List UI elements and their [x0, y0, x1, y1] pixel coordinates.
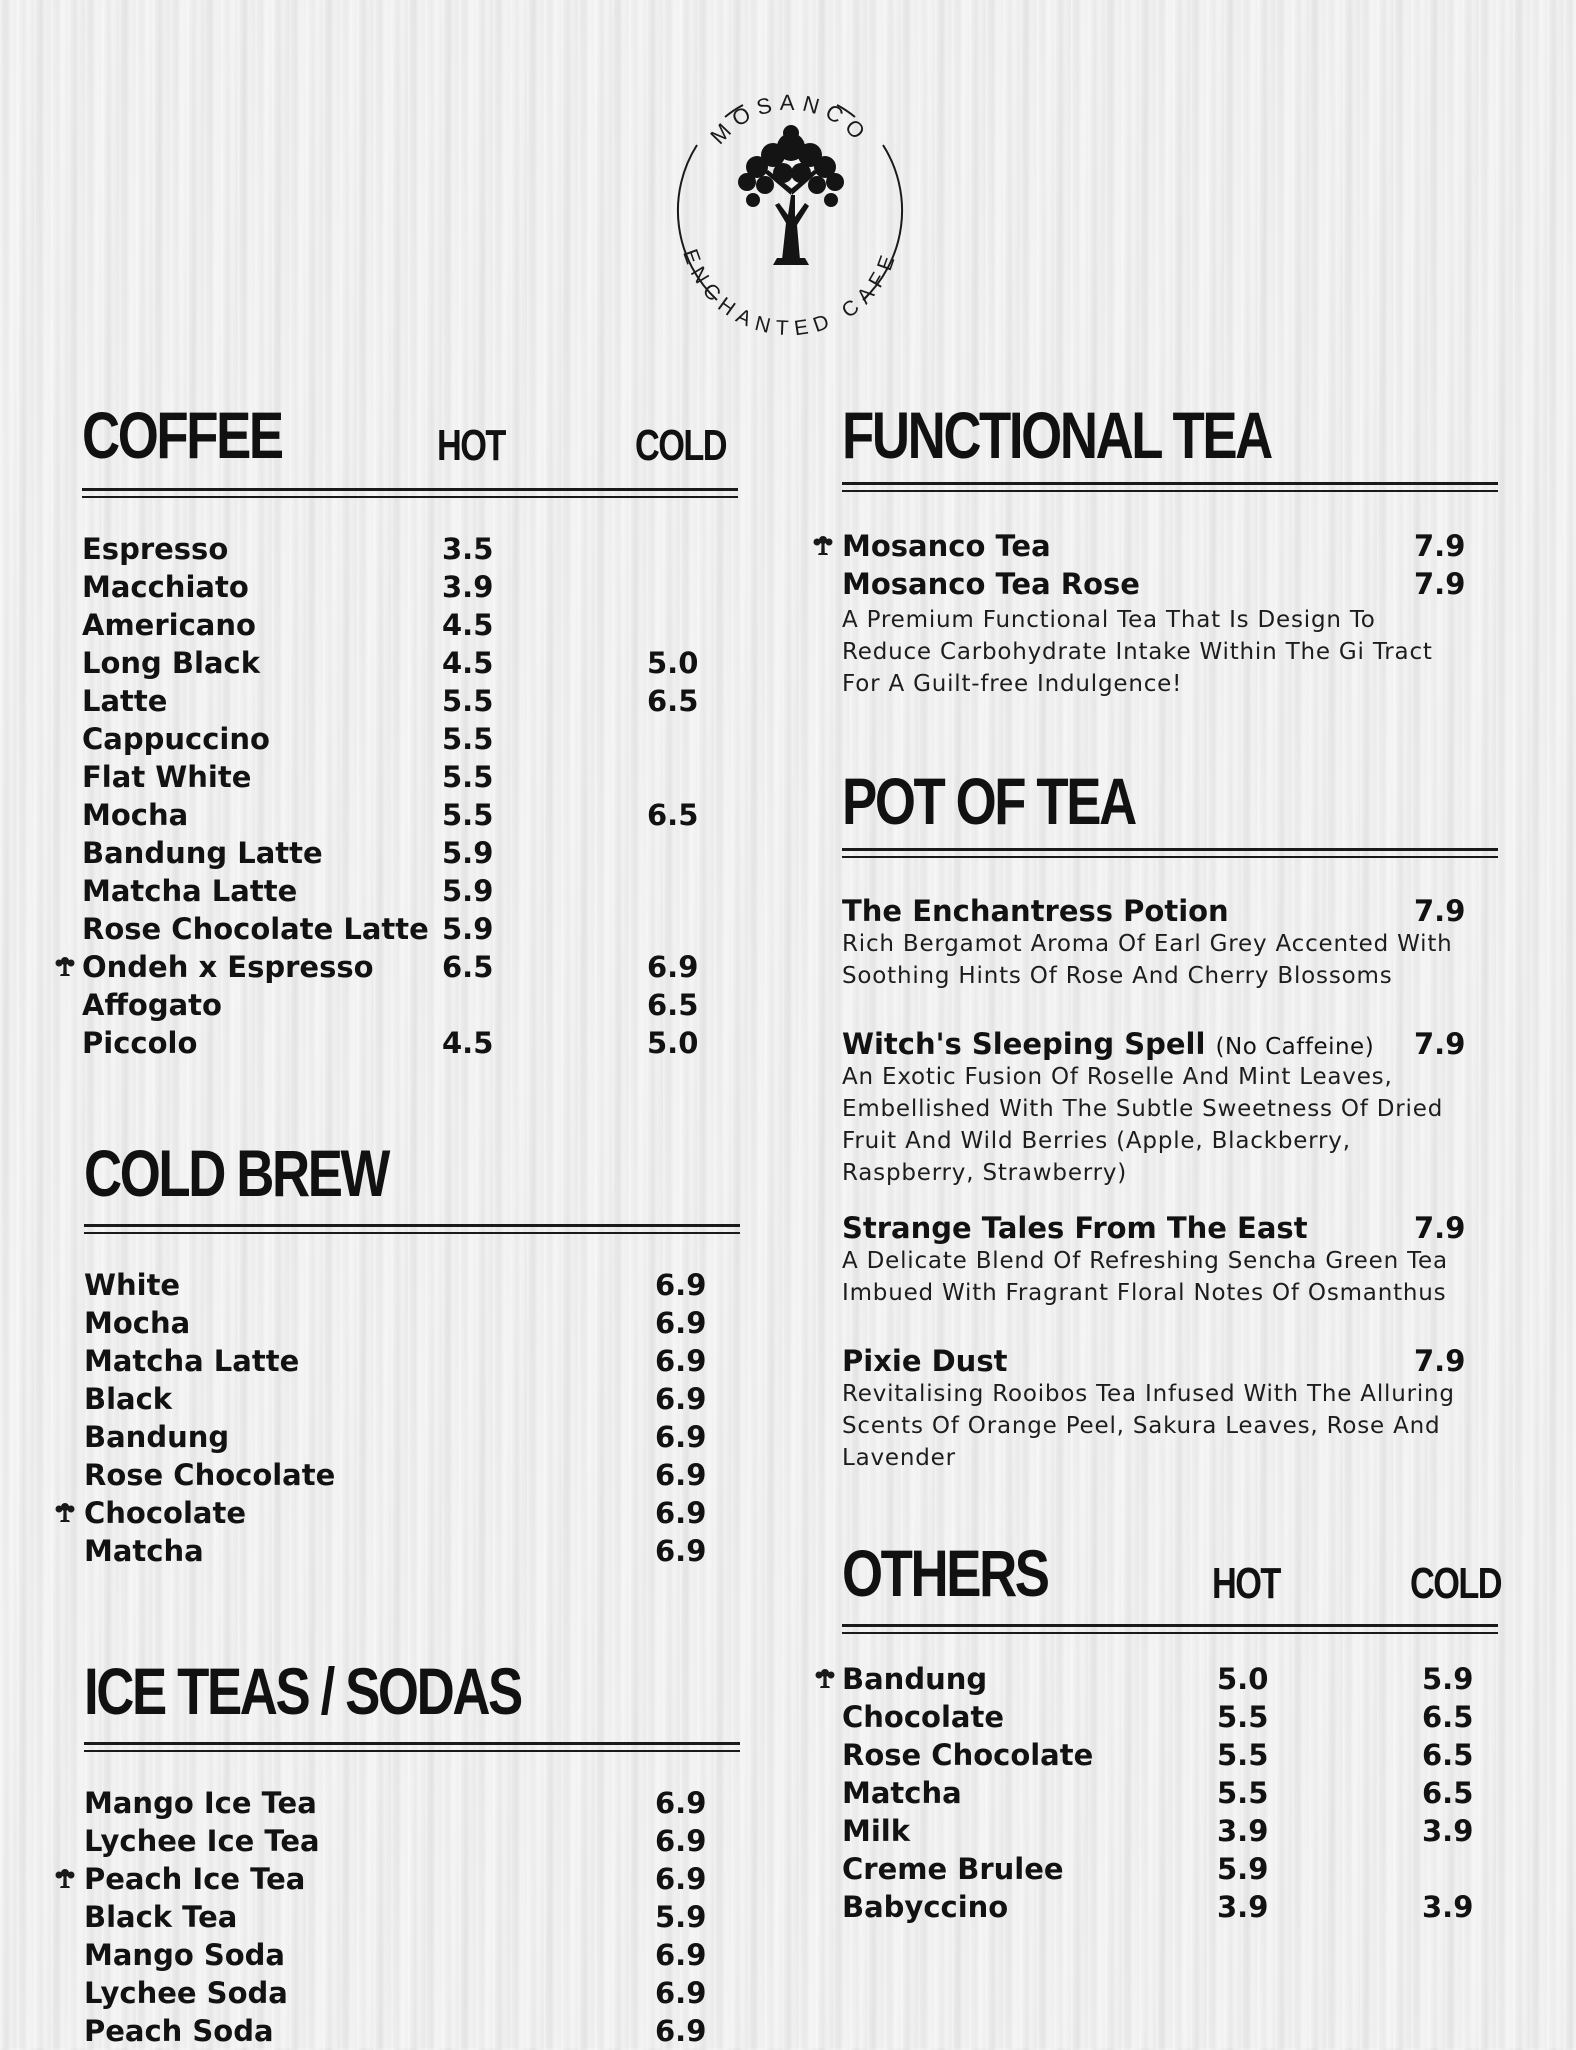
item-description-line: Fruit And Wild Berries (Apple, Blackberry, — [842, 1128, 1351, 1154]
item-price: 6.9 — [655, 1382, 707, 1416]
item-description-line: A Delicate Blend Of Refreshing Sencha Green Tea — [842, 1248, 1448, 1274]
others-item — [842, 1850, 1502, 1888]
cold-price: 3.9 — [1422, 1814, 1474, 1848]
cold-price: 5.9 — [1422, 1662, 1474, 1696]
item-name: Matcha — [842, 1776, 962, 1810]
hot-price: 5.5 — [442, 798, 494, 832]
others-rule-top — [842, 1624, 1498, 1627]
others-item — [842, 1888, 1502, 1926]
item-name: Pixie Dust — [842, 1344, 1008, 1378]
item-name: Bandung — [84, 1420, 230, 1454]
item-price: 6.9 — [655, 1306, 707, 1340]
hot-price: 3.5 — [442, 532, 494, 566]
item-description-line: Embellished With The Subtle Sweetness Of Dried — [842, 1096, 1444, 1122]
ice-teas-rule-top — [84, 1742, 740, 1745]
cold-price: 6.5 — [647, 798, 699, 832]
ice-teas-item — [84, 2012, 744, 2050]
item-description-line: An Exotic Fusion Of Roselle And Mint Leaves, — [842, 1064, 1393, 1090]
functional-tea-rule-top — [842, 482, 1498, 485]
item-name: Americano — [82, 608, 256, 642]
item-price: 7.9 — [1414, 567, 1466, 601]
cold-price: 5.0 — [647, 1026, 699, 1060]
item-name: Bandung — [842, 1662, 988, 1696]
hot-price: 5.5 — [1217, 1776, 1269, 1810]
hot-price: 5.9 — [1217, 1852, 1269, 1886]
item-price: 6.9 — [655, 1786, 707, 1820]
item-price: 6.9 — [655, 1458, 707, 1492]
coffee-item — [82, 834, 742, 872]
functional-tea-title: FUNCTIONAL TEA — [842, 398, 1271, 472]
others-rule-bottom — [842, 1632, 1498, 1634]
item-price: 6.9 — [655, 1938, 707, 1972]
cold-price: 6.5 — [647, 988, 699, 1022]
pot-of-tea-item — [842, 1209, 1502, 1247]
item-name-wrap — [842, 1209, 1308, 1250]
cold-brew-item — [84, 1494, 744, 1532]
item-name-wrap — [842, 1342, 1007, 1383]
item-description-line: Lavender — [842, 1445, 956, 1471]
item-name: Piccolo — [82, 1026, 198, 1060]
coffee-cold-header: COLD — [635, 421, 726, 470]
hot-price: 5.5 — [442, 722, 494, 756]
functional-tea-description-line: A Premium Functional Tea That Is Design To — [842, 607, 1376, 633]
coffee-item — [82, 530, 742, 568]
pot-of-tea-title: POT OF TEA — [842, 764, 1135, 838]
ice-teas-item — [84, 1898, 744, 1936]
item-name: Peach Soda — [84, 2014, 274, 2048]
coffee-hot-header: HOT — [437, 421, 505, 470]
hot-price: 4.5 — [442, 608, 494, 642]
cold-brew-rule-top — [84, 1224, 740, 1227]
tree-icon — [738, 125, 844, 265]
coffee-item — [82, 1024, 742, 1062]
others-cold-header: COLD — [1410, 1559, 1501, 1608]
item-name: Rose Chocolate — [84, 1458, 336, 1492]
item-price: 7.9 — [1414, 1211, 1466, 1245]
coffee-rule-bottom — [82, 496, 738, 498]
coffee-item — [82, 872, 742, 910]
cold-price: 6.9 — [647, 950, 699, 984]
hot-price: 5.5 — [442, 760, 494, 794]
item-name-wrap — [842, 892, 1229, 933]
item-name: Chocolate — [84, 1496, 247, 1530]
cold-brew-item — [84, 1380, 744, 1418]
item-name: Witch's Sleeping Spell — [842, 1027, 1206, 1061]
item-price: 6.9 — [655, 1420, 707, 1454]
functional-tea-item — [842, 527, 1502, 565]
signature-tree-icon — [54, 1494, 76, 1532]
coffee-item — [82, 644, 742, 682]
ice-teas-item — [84, 1936, 744, 1974]
coffee-section — [82, 398, 742, 1062]
item-name: Mosanco Tea — [842, 529, 1051, 563]
item-price: 7.9 — [1414, 1344, 1466, 1378]
hot-price: 5.9 — [442, 836, 494, 870]
hot-price: 4.5 — [442, 1026, 494, 1060]
functional-tea-rule-bottom — [842, 490, 1498, 492]
coffee-item — [82, 758, 742, 796]
cold-price: 6.5 — [1422, 1700, 1474, 1734]
pot-of-tea-item — [842, 1342, 1502, 1380]
cold-brew-item — [84, 1532, 744, 1570]
item-price: 7.9 — [1414, 1027, 1466, 1061]
item-name-wrap — [842, 1025, 1374, 1066]
item-name: Mocha — [82, 798, 189, 832]
cold-price: 6.5 — [1422, 1738, 1474, 1772]
functional-tea-description-line: For A Guilt-free Indulgence! — [842, 671, 1183, 697]
others-item — [842, 1698, 1502, 1736]
ice-teas-item — [84, 1822, 744, 1860]
item-name: Milk — [842, 1814, 911, 1848]
pot-of-tea-rule-bottom — [842, 856, 1498, 858]
hot-price: 3.9 — [1217, 1814, 1269, 1848]
signature-tree-icon — [54, 948, 76, 986]
others-item — [842, 1812, 1502, 1850]
cold-brew-item — [84, 1304, 744, 1342]
coffee-item — [82, 910, 742, 948]
item-name: Cappuccino — [82, 722, 270, 756]
cold-price: 5.0 — [647, 646, 699, 680]
signature-tree-icon — [814, 1660, 836, 1698]
item-name: Rose Chocolate Latte — [82, 912, 429, 946]
item-name: Rose Chocolate — [842, 1738, 1094, 1772]
item-name: Matcha — [84, 1534, 204, 1568]
item-description-line: Rich Bergamot Aroma Of Earl Grey Accented With — [842, 931, 1453, 957]
item-name: White — [84, 1268, 181, 1302]
others-section — [842, 1536, 1502, 1940]
item-name: Peach Ice Tea — [84, 1862, 306, 1896]
others-item — [842, 1660, 1502, 1698]
hot-price: 5.9 — [442, 874, 494, 908]
functional-tea-section — [842, 398, 1502, 712]
item-name: Mango Ice Tea — [84, 1786, 317, 1820]
item-price: 6.9 — [655, 1534, 707, 1568]
item-name: Matcha Latte — [82, 874, 298, 908]
cold-price: 6.5 — [1422, 1776, 1474, 1810]
hot-price: 4.5 — [442, 646, 494, 680]
item-name: Mocha — [84, 1306, 191, 1340]
item-name: Babyccino — [842, 1890, 1009, 1924]
cold-brew-item — [84, 1266, 744, 1304]
item-price: 6.9 — [655, 1862, 707, 1896]
signature-tree-icon — [54, 1860, 76, 1898]
item-name: Matcha Latte — [84, 1344, 300, 1378]
ice-teas-title: ICE TEAS / SODAS — [84, 1654, 521, 1728]
functional-tea-description-line: Reduce Carbohydrate Intake Within The Gi Tract — [842, 639, 1433, 665]
cold-brew-item — [84, 1418, 744, 1456]
signature-tree-icon — [812, 527, 834, 565]
hot-price: 3.9 — [1217, 1890, 1269, 1924]
pot-of-tea-item — [842, 1025, 1502, 1063]
item-price: 6.9 — [655, 1268, 707, 1302]
cold-brew-section — [84, 1136, 744, 1580]
hot-price: 3.9 — [442, 570, 494, 604]
functional-tea-item — [842, 565, 1502, 603]
item-name: Lychee Ice Tea — [84, 1824, 320, 1858]
item-name: Bandung Latte — [82, 836, 323, 870]
logo-emblem — [655, 55, 925, 345]
hot-price: 5.9 — [442, 912, 494, 946]
item-price: 6.9 — [655, 1976, 707, 2010]
item-name: Black — [84, 1382, 173, 1416]
item-name: Black Tea — [84, 1900, 238, 1934]
pot-of-tea-item — [842, 892, 1502, 930]
others-hot-header: HOT — [1212, 1559, 1280, 1608]
coffee-item — [82, 606, 742, 644]
coffee-item — [82, 682, 742, 720]
hot-price: 6.5 — [442, 950, 494, 984]
item-name: Mosanco Tea Rose — [842, 567, 1140, 601]
item-description-line: Scents Of Orange Peel, Sakura Leaves, Rose And — [842, 1413, 1441, 1439]
others-item — [842, 1774, 1502, 1812]
coffee-item — [82, 948, 742, 986]
cold-price: 3.9 — [1422, 1890, 1474, 1924]
item-price: 6.9 — [655, 1496, 707, 1530]
ice-teas-item — [84, 1860, 744, 1898]
coffee-item — [82, 568, 742, 606]
others-title: OTHERS — [842, 1536, 1048, 1610]
item-note: (No Caffeine) — [1215, 1034, 1375, 1060]
ice-teas-rule-bottom — [84, 1750, 740, 1752]
pot-of-tea-section — [842, 764, 1502, 1488]
item-description-line: Raspberry, Strawberry) — [842, 1160, 1128, 1186]
logo-brand-text: MOSANCO — [705, 89, 875, 150]
pot-of-tea-rule-top — [842, 848, 1498, 851]
cold-brew-item — [84, 1456, 744, 1494]
hot-price: 5.0 — [1217, 1662, 1269, 1696]
cold-brew-item — [84, 1342, 744, 1380]
item-price: 6.9 — [655, 1824, 707, 1858]
item-description-line: Imbued With Fragrant Floral Notes Of Osmanthus — [842, 1280, 1447, 1306]
ice-teas-section — [84, 1654, 744, 2048]
item-price: 7.9 — [1414, 529, 1466, 563]
hot-price: 5.5 — [1217, 1700, 1269, 1734]
coffee-rule-top — [82, 488, 738, 491]
item-name: Mango Soda — [84, 1938, 285, 1972]
item-name: Chocolate — [842, 1700, 1005, 1734]
item-name: Latte — [82, 684, 168, 718]
cold-brew-rule-bottom — [84, 1232, 740, 1234]
ice-teas-item — [84, 1784, 744, 1822]
item-name: Affogato — [82, 988, 222, 1022]
item-name: Ondeh x Espresso — [82, 950, 374, 984]
coffee-title: COFFEE — [82, 398, 282, 472]
item-price: 6.9 — [655, 2014, 707, 2048]
item-description-line: Soothing Hints Of Rose And Cherry Blossoms — [842, 963, 1393, 989]
item-name: Flat White — [82, 760, 252, 794]
logo-tagline-text: ENCHANTED CAFE — [678, 246, 902, 341]
item-name: Long Black — [82, 646, 260, 680]
item-price: 7.9 — [1414, 894, 1466, 928]
hot-price: 5.5 — [1217, 1738, 1269, 1772]
item-description-line: Revitalising Rooibos Tea Infused With The Alluring — [842, 1381, 1455, 1407]
item-name: Espresso — [82, 532, 229, 566]
item-name: Lychee Soda — [84, 1976, 288, 2010]
item-price: 5.9 — [655, 1900, 707, 1934]
item-name: The Enchantress Potion — [842, 894, 1229, 928]
coffee-item — [82, 720, 742, 758]
item-price: 6.9 — [655, 1344, 707, 1378]
ice-teas-item — [84, 1974, 744, 2012]
coffee-item — [82, 986, 742, 1024]
hot-price: 5.5 — [442, 684, 494, 718]
item-name: Macchiato — [82, 570, 249, 604]
coffee-item — [82, 796, 742, 834]
item-name: Creme Brulee — [842, 1852, 1064, 1886]
others-item — [842, 1736, 1502, 1774]
cold-price: 6.5 — [647, 684, 699, 718]
cold-brew-title: COLD BREW — [84, 1136, 388, 1210]
cafe-logo — [655, 55, 925, 345]
item-name: Strange Tales From The East — [842, 1211, 1308, 1245]
